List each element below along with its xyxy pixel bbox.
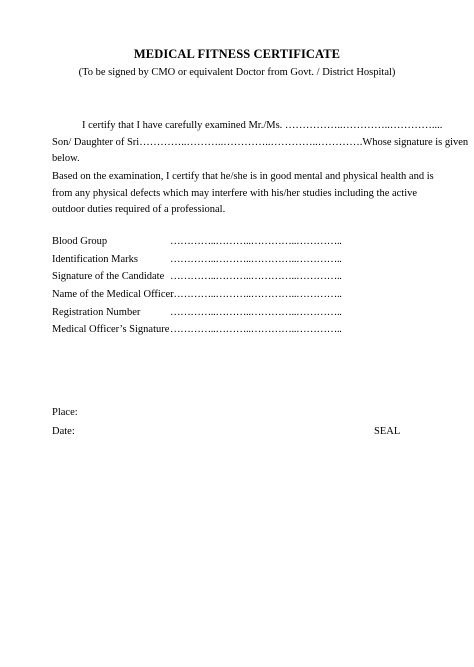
- field-blank: …………..………..…………..…………..: [170, 306, 342, 318]
- field-label: Signature of the Candidate: [52, 271, 165, 283]
- field-blank: …………..………..…………..…………..: [170, 253, 342, 265]
- fitness-statement-line-3: outdoor duties required of a professional.: [52, 204, 226, 216]
- certificate-title: MEDICAL FITNESS CERTIFICATE: [133, 47, 341, 61]
- place-label: Place:: [52, 407, 78, 418]
- field-label: Blood Group: [52, 236, 108, 247]
- field-blank: …………..………..…………..…………..: [170, 289, 342, 301]
- field-blank: …………..………..…………..…………..: [170, 271, 342, 283]
- fitness-statement-paragraph: [52, 169, 434, 219]
- examined-person-line: I certify that I have carefully examined Mr./Ms. ……………..…………..…………....: [82, 120, 443, 131]
- field-blank: …………..………..…………..…………..: [170, 236, 342, 247]
- parent-name-line: [52, 135, 469, 152]
- fitness-statement-line-1: Based on the examination, I certify that he/she is in good mental and physical health and is: [52, 171, 434, 182]
- parent-name-text: Son/ Daughter of Sri…………..………..…………..…………..………….: [52, 136, 363, 148]
- signature-given-text: Whose signature is given: [362, 136, 469, 148]
- certification-paragraph: [52, 118, 469, 168]
- below-text: below.: [52, 153, 80, 165]
- field-blank: …………..………..…………..…………..: [170, 324, 342, 336]
- field-label: Identification Marks: [52, 253, 139, 265]
- field-label: Medical Officer’s Signature: [52, 324, 170, 336]
- seal-label: SEAL: [374, 426, 401, 437]
- field-label: Registration Number: [52, 306, 141, 318]
- field-label: Name of the Medical Officer: [52, 289, 174, 301]
- date-label: Date:: [52, 426, 75, 437]
- certificate-subtitle: (To be signed by CMO or equivalent Doctor from Govt. / District Hospital): [78, 67, 396, 78]
- fitness-statement-line-2: from any physical defects which may interfere with his/her studies including the active: [52, 187, 418, 199]
